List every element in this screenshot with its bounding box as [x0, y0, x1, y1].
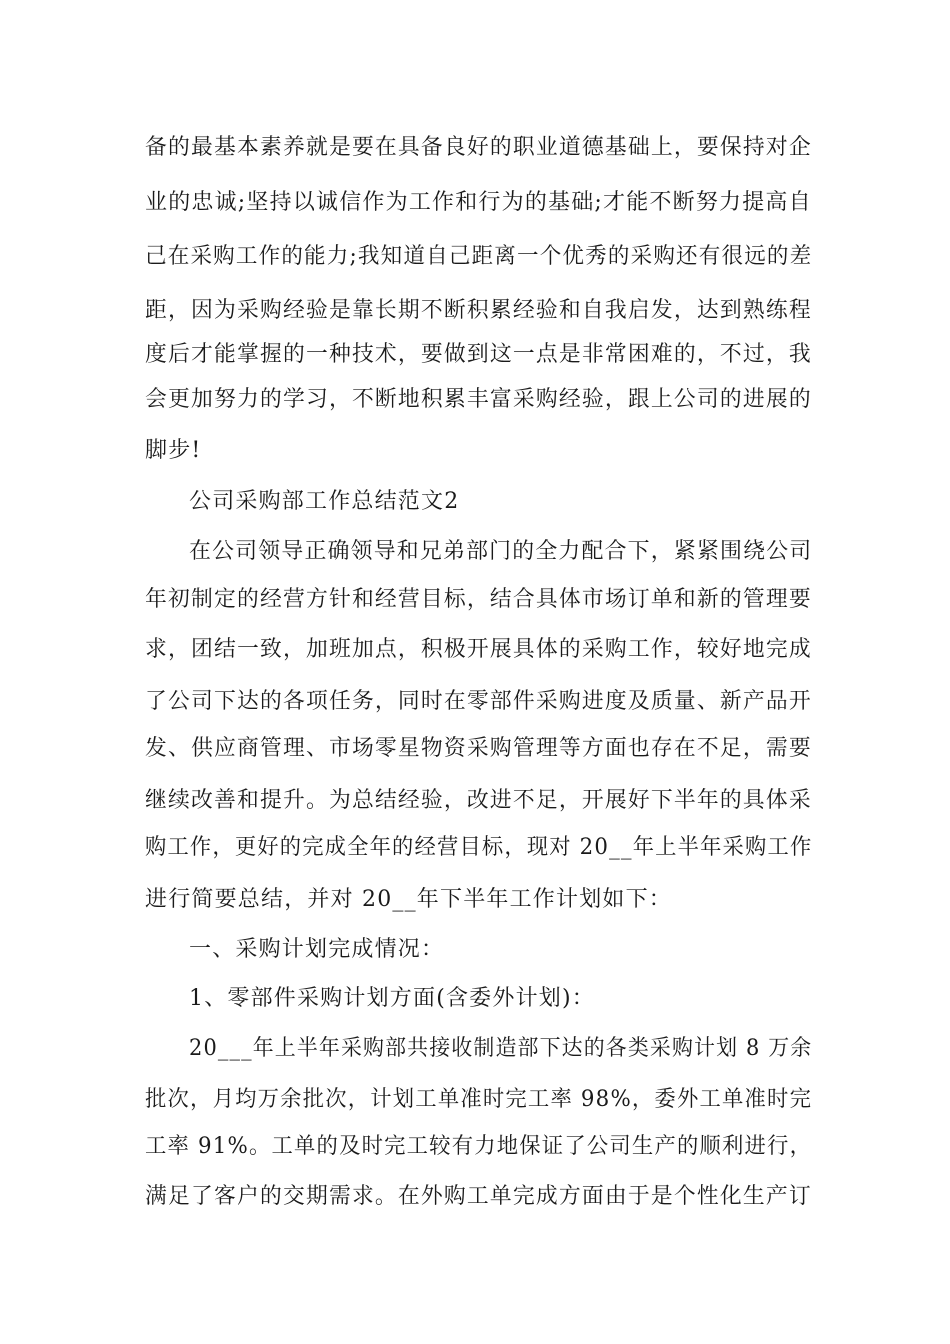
paragraph-line: 求，团结一致，加班加点，积极开展具体的采购工作，较好地完成 — [145, 637, 812, 662]
paragraph-line: 满足了客户的交期需求。在外购工单完成方面由于是个性化生产订 — [145, 1184, 812, 1209]
section-heading: 一、采购计划完成情况： — [189, 937, 445, 962]
paragraph-line: 备的最基本素养就是要在具备良好的职业道德基础上，要保持对企 — [145, 135, 812, 160]
paragraph-line: 业的忠诚;坚持以诚信作为工作和行为的基础;才能不断努力提高自 — [145, 190, 812, 215]
paragraph-line: 发、供应商管理、市场零星物资采购管理等方面也存在不足，需要 — [145, 736, 812, 761]
paragraph-line: 己在采购工作的能力;我知道自己距离一个优秀的采购还有很远的差 — [145, 244, 813, 269]
paragraph-line: 在公司领导正确领导和兄弟部门的全力配合下，紧紧围绕公司 — [189, 539, 813, 564]
paragraph-line: 进行简要总结，并对 20__年下半年工作计划如下： — [145, 887, 672, 912]
paragraph-line: 会更加努力的学习，不断地积累丰富采购经验，跟上公司的进展的 — [145, 387, 812, 412]
paragraph-line: 工率 91%。工单的及时完工较有力地保证了公司生产的顺利进行， — [145, 1134, 813, 1159]
paragraph-line: 脚步! — [145, 438, 202, 463]
subsection-heading: 1、零部件采购计划方面(含委外计划)： — [189, 986, 595, 1011]
paragraph-line: 了公司下达的各项任务，同时在零部件采购进度及质量、新产品开 — [145, 689, 812, 714]
paragraph-line: 批次，月均万余批次，计划工单准时完工率 98%，委外工单准时完 — [145, 1087, 813, 1112]
paragraph-line: 年初制定的经营方针和经营目标，结合具体市场订单和新的管理要 — [145, 587, 812, 612]
paragraph-line: 20___年上半年采购部共接收制造部下达的各类采购计划 8 万余 — [189, 1036, 813, 1061]
paragraph-line: 购工作，更好的完成全年的经营目标，现对 20__年上半年采购工作 — [145, 835, 813, 860]
paragraph-line: 度后才能掌握的一种技术，要做到这一点是非常困难的，不过，我 — [145, 342, 812, 367]
paragraph-line: 继续改善和提升。为总结经验，改进不足，开展好下半年的具体采 — [145, 788, 812, 813]
section-heading: 公司采购部工作总结范文2 — [189, 489, 460, 514]
paragraph-line: 距，因为采购经验是靠长期不断积累经验和自我启发，达到熟练程 — [145, 298, 812, 323]
